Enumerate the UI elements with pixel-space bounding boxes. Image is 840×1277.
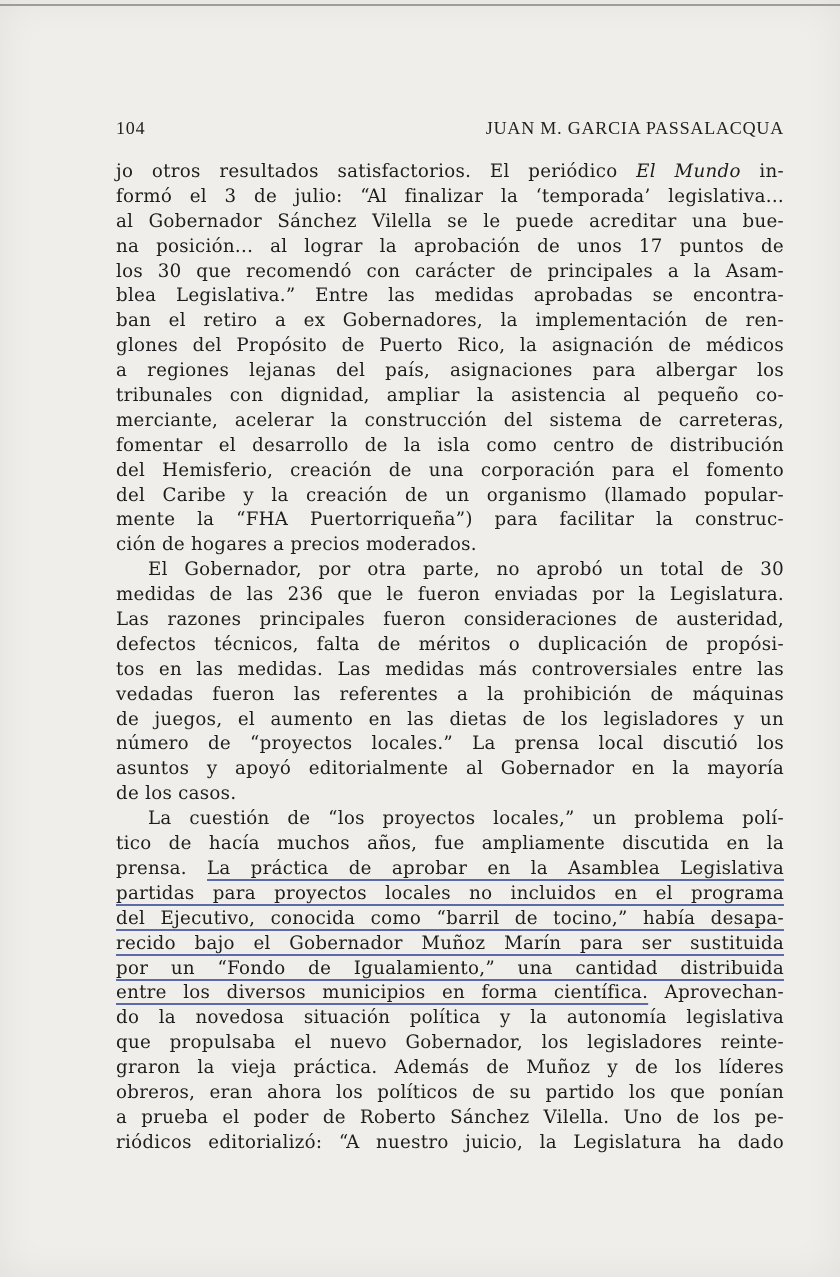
page-number: 104 <box>116 118 146 138</box>
line-text: Las razones principales fueron consideraciones de austeridad, <box>116 609 784 631</box>
text-line <box>116 932 784 957</box>
text-line <box>116 683 784 708</box>
text-line <box>116 708 784 733</box>
line-text: ción de hogares a precios moderados. <box>116 534 477 556</box>
text-line <box>116 658 784 683</box>
line-text: La cuestión de “los proyectos locales,” un problema polí- <box>148 808 784 830</box>
italic-title: El Mundo <box>636 161 741 182</box>
line-text: de juegos, el aumento en las dietas de los legisladores y un <box>116 708 784 730</box>
text-line <box>116 508 784 533</box>
text-line <box>116 309 784 334</box>
text-line <box>116 832 784 857</box>
line-text: obreros, eran ahora los políticos de su partido los que ponían <box>116 1081 784 1103</box>
text-line <box>116 807 784 832</box>
underlined-passage: La práctica de aprobar en la Asamblea Legislativa <box>207 857 785 879</box>
text-line <box>116 558 784 583</box>
text-line <box>116 583 784 608</box>
line-text: formó el 3 de julio: “Al finalizar la ‘temporada’ legislativa... <box>116 185 784 207</box>
text-line <box>116 1106 784 1131</box>
text-line <box>116 907 784 932</box>
line-text: los 30 que recomendó con carácter de principales a la Asam- <box>116 260 784 282</box>
underlined-passage: entre los diversos municipios en forma científica. <box>116 982 649 1004</box>
text-line <box>116 160 784 185</box>
text-line <box>116 857 784 882</box>
text-line <box>116 434 784 459</box>
text-line <box>116 210 784 235</box>
line-text: de los casos. <box>116 783 237 805</box>
text-line <box>116 608 784 633</box>
line-text: del Caribe y la creación de un organismo (llamado popular- <box>116 484 784 506</box>
line-text: jo otros resultados satisfactorios. El periódico <box>116 161 637 182</box>
text-line <box>116 757 784 782</box>
underlined-passage: recido bajo el Gobernador Muñoz Marín para ser sustituida <box>116 932 784 954</box>
line-text-after: in- <box>740 161 784 182</box>
page-header <box>116 118 784 144</box>
text-line <box>116 981 784 1006</box>
line-text: fomentar el desarrollo de la isla como centro de distribución <box>116 434 784 456</box>
text-line <box>116 1081 784 1106</box>
text-line <box>116 882 784 907</box>
line-text: a prueba el poder de Roberto Sánchez Vilella. Uno de los pe- <box>116 1106 784 1128</box>
text-line <box>116 484 784 509</box>
line-text: medidas de las 236 que le fueron enviadas por la Legislatura. <box>116 584 784 606</box>
line-text: do la novedosa situación política y la autonomía legislativa <box>116 1007 784 1029</box>
text-line <box>116 409 784 434</box>
text-line <box>116 732 784 757</box>
line-text: vedadas fueron las referentes a la prohibición de máquinas <box>116 683 784 705</box>
line-text: a regiones lejanas del país, asignaciones para albergar los <box>116 360 784 382</box>
text-line <box>116 185 784 210</box>
text-line <box>116 957 784 982</box>
body-text <box>116 160 784 1156</box>
line-text: al Gobernador Sánchez Vilella se le puede acreditar una bue- <box>116 210 784 232</box>
text-line <box>116 533 784 558</box>
line-text: que propulsaba el nuevo Gobernador, los legisladores reinte- <box>116 1032 784 1054</box>
line-text: riódicos editorializó: “A nuestro juicio, la Legislatura ha dado <box>116 1131 784 1153</box>
text-line <box>116 235 784 260</box>
line-text: blea Legislativa.” Entre las medidas aprobadas se encontra- <box>116 285 784 307</box>
text-line <box>116 384 784 409</box>
line-text: mente la “FHA Puertorriqueña”) para facilitar la construc- <box>116 509 784 531</box>
underlined-passage: partidas para proyectos locales no incluidos en el programa <box>116 882 784 904</box>
line-text: glones del Propósito de Puerto Rico, la asignación de médicos <box>116 335 784 357</box>
line-text: El Gobernador, por otra parte, no aprobó un total de 30 <box>148 559 784 581</box>
line-text: na posición... al lograr la aprobación de unos 17 puntos de <box>116 235 784 257</box>
line-text-after: Aprovechan- <box>648 982 784 1004</box>
text-line <box>116 1031 784 1056</box>
text-line <box>116 359 784 384</box>
text-line <box>116 1006 784 1031</box>
line-text: graron la vieja práctica. Además de Muñoz y de los líderes <box>116 1057 784 1079</box>
text-line <box>116 334 784 359</box>
line-text: tico de hacía muchos años, fue ampliamente discutida en la <box>116 833 784 855</box>
line-text: prensa. <box>116 857 208 879</box>
text-line <box>116 284 784 309</box>
text-line <box>116 1056 784 1081</box>
line-text: ban el retiro a ex Gobernadores, la implementación de ren- <box>116 310 784 332</box>
text-line <box>116 1131 784 1156</box>
underlined-passage: del Ejecutivo, conocida como “barril de tocino,” había desapa- <box>116 907 784 929</box>
text-line <box>116 459 784 484</box>
running-head: JUAN M. GARCIA PASSALACQUA <box>485 118 784 138</box>
line-text: del Hemisferio, creación de una corporación para el fomento <box>116 459 784 481</box>
text-line <box>116 260 784 285</box>
line-text: número de “proyectos locales.” La prensa local discutió los <box>116 733 784 755</box>
text-line <box>116 633 784 658</box>
underlined-passage: por un “Fondo de Igualamiento,” una cantidad distribuida <box>116 957 784 979</box>
line-text: asuntos y apoyó editorialmente al Gobernador en la mayoría <box>116 758 784 780</box>
page-top-edge <box>0 4 840 6</box>
line-text: tribunales con dignidad, ampliar la asistencia al pequeño co- <box>116 385 784 407</box>
line-text: merciante, acelerar la construcción del sistema de carreteras, <box>116 409 784 431</box>
text-line <box>116 782 784 807</box>
line-text: defectos técnicos, falta de méritos o duplicación de propósi- <box>116 633 784 655</box>
line-text: tos en las medidas. Las medidas más controversiales entre las <box>116 658 784 680</box>
